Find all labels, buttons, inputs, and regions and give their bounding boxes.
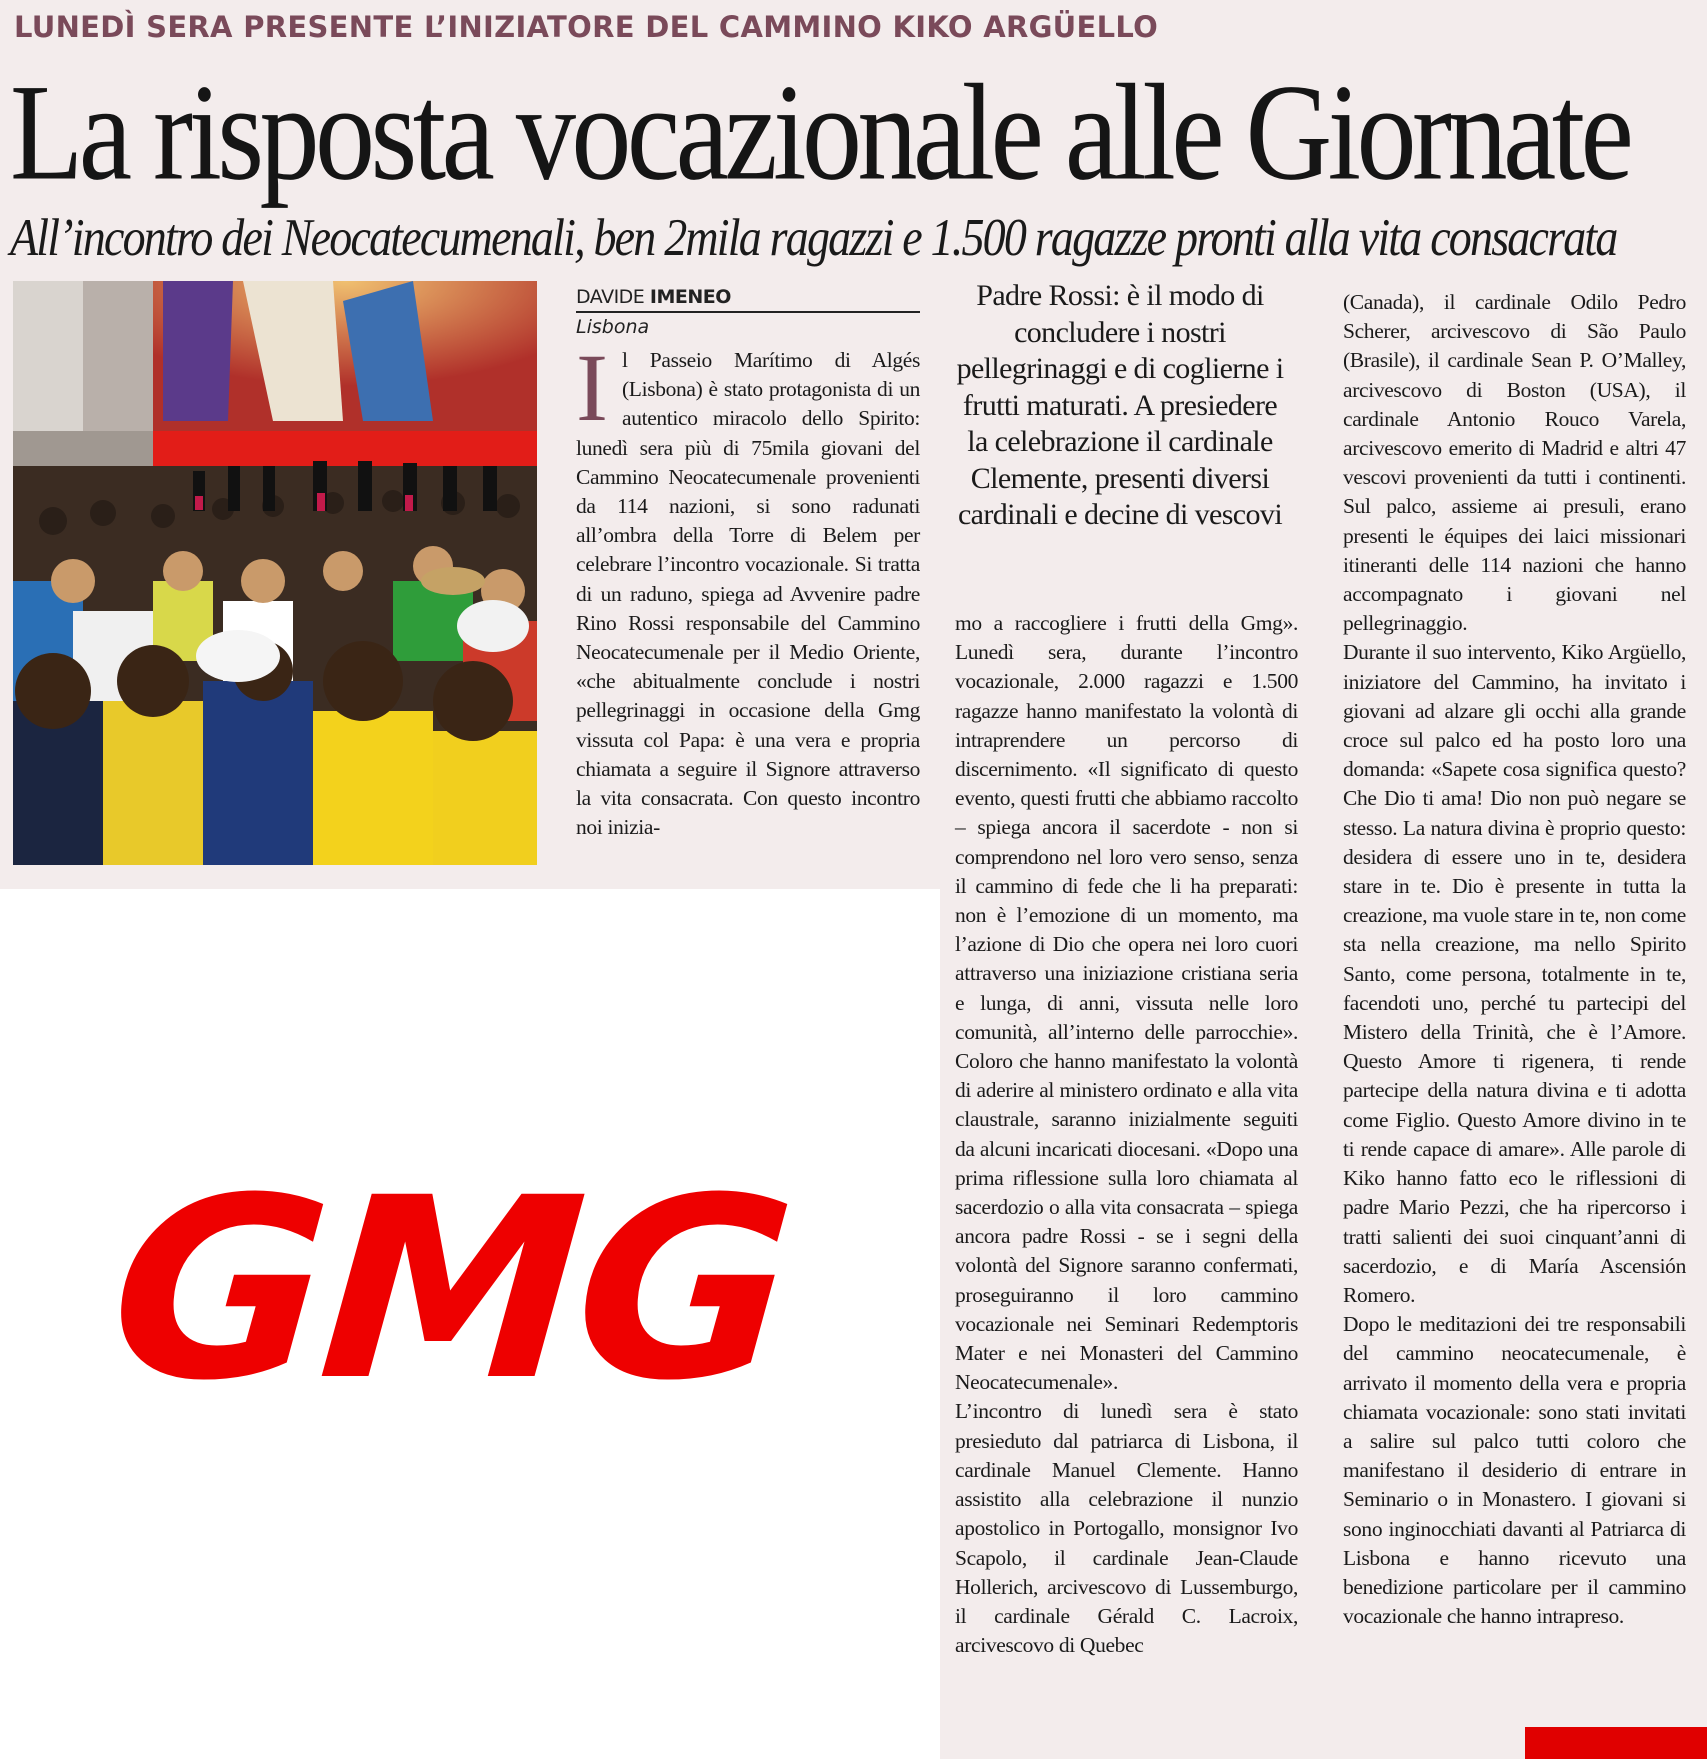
crowd-photo — [13, 281, 537, 865]
paragraph: mo a raccogliere i frutti della Gmg». Lunedì sera, durante l’incontro vocazionale, 2.000 ragazzi e 1.500 ragazze hanno manifestato la volontà di intraprendere un percorso di discernimento. «Il significato di questo evento, questi frutti che abbiamo raccolto – spiega ancora il sacerdote - non si comprendono nel loro vero senso, senza il cammino di fede che li ha preparati: non è l’emozione di un momento, ma l’azione di Dio che opera nei loro cuori attraverso una iniziazione cristiana seria e lunga, di anni, vissuta nelle loro comunità, all’interno delle parrocchie». Coloro che hanno manifestato la volontà di aderire al ministero ordinato e alla vita claustrale, saranno inizialmente seguiti da alcuni incaricati diocesani. «Dopo una prima riflessione sulla loro chiamata al sacerdozio o alla vita consacrata – spiega ancora padre Rossi - se i segni della volontà del Signore saranno confermati, proseguiranno il loro cammino vocazionale nei Seminari Redemptoris Mater e nei Monasteri del Cammino Neocatecumenale». — [955, 611, 1298, 1395]
byline-last-name: IMENEO — [649, 286, 731, 308]
red-accent-tab — [1525, 1727, 1707, 1759]
body-column-2 — [955, 609, 1298, 1759]
body-column-3 — [1343, 288, 1686, 1748]
dropcap: I — [576, 334, 608, 441]
paragraph: l Passeio Marítimo di Algés (Lisbona) è stato protagonista di un autentico miracolo dello Spirito: lunedì sera più di 75mila giovani del Cammino Neocatecumenale provenienti da 114 nazioni, si sono radunati all’ombra della Torre di Belem per celebrare l’incontro vocazionale. Si tratta di un raduno, spiega ad Avvenire padre Rino Rossi responsabile del Cammino Neocatecumenale per il Medio Oriente, «che abitualmente conclude i nostri pellegrinaggi in occasione della Gmg vissuta col Papa: è una vera e propria chiamata a seguire il Signore attraverso la vita consacrata. Con questo incontro noi inizia- — [576, 348, 920, 840]
byline-first-name: DAVIDE — [576, 286, 645, 308]
subheadline: All’incontro dei Neocatecumenali, ben 2mila ragazzi e 1.500 ragazze pronti alla vita consacrata — [10, 207, 1617, 267]
paragraph: L’incontro di lunedì sera è stato presieduto dal patriarca di Lisbona, il cardinale Manuel Clemente. Hanno assistito alla celebrazione il nunzio apostolico in Portogallo, monsignor Ivo Scapolo, il cardinale Jean-Claude Hollerich, arcivescovo di Lussemburgo, il cardinale Gérald C. Lacroix, arcivescovo di Quebec — [955, 1399, 1298, 1658]
byline-place: Lisbona — [576, 316, 650, 338]
headline: La risposta vocazionale alle Giornate — [10, 55, 1630, 209]
body-column-1 — [576, 334, 920, 876]
pull-quote: Padre Rossi: è il modo di concludere i nostri pellegrinaggi e di coglierne i frutti maturati. A presiedere la celebrazione il cardinale Clemente, presenti diversi cardinali e decine di vescovi — [956, 279, 1284, 531]
byline — [576, 284, 920, 341]
crowd-photo-icon — [13, 281, 537, 865]
kicker: LUNEDÌ SERA PRESENTE L’INIZIATORE DEL CAMMINO KIKO ARGÜELLO — [14, 10, 1159, 44]
paragraph: (Canada), il cardinale Odilo Pedro Scherer, arcivescovo di São Paulo (Brasile), il cardinale Sean P. O’Malley, arcivescovo di Boston (USA), il cardinale Antonio Rouco Varela, arcivescovo emerito di Madrid e altri 47 vescovi provenienti da tutti i continenti. Sul palco, assieme ai presuli, erano presenti le équipes dei laici missionari itineranti delle 114 nazioni che hanno accompagnato i giovani nel pellegrinaggio. — [1343, 290, 1686, 636]
paragraph: Dopo le meditazioni dei tre responsabili del cammino neocatecumenale, è arrivato il momento della vera e propria chiamata vocazionale: sono stati invitati a salire sul palco tutti coloro che manifestano il desiderio di entrare in Seminario o in Monastero. I giovani si sono inginocchiati davanti al Patriarca di Lisbona e hanno ricevuto una benedizione particolare per il cammino vocazionale che hanno intrapreso. — [1343, 1312, 1686, 1629]
paragraph: Durante il suo intervento, Kiko Argüello, iniziatore del Cammino, ha invitato i giovani ad alzare gli occhi alla grande croce sul palco ed ha posto loro una domanda: «Sapete cosa significa questo? Che Dio ti ama! Dio non può negare se stesso. La natura divina è proprio questo: desidera di essere uno in te, desidera stare in te. Dio è presente in tutta la creazione, ma vuole stare in te, non come sta nella creazione, ma nello Spirito Santo, come persona, totalmente in te, facendoti uno, perché tu partecipi del Mistero della Trinità, che è l’Amore. Questo Amore ti rigenera, ti rende partecipe della natura divina e ti adotta come Figlio. Questo Amore divino in te ti rende capace di amare». Alle parole di Kiko hanno fatto eco le riflessioni di padre Mario Pezzi, che ha ripercorso i tratti salienti dei suoi cinquant’anni di sacerdozio, e di María Ascensión Romero. — [1343, 640, 1686, 1307]
gmg-logo: GMG — [102, 1144, 797, 1435]
byline-name — [576, 284, 920, 313]
